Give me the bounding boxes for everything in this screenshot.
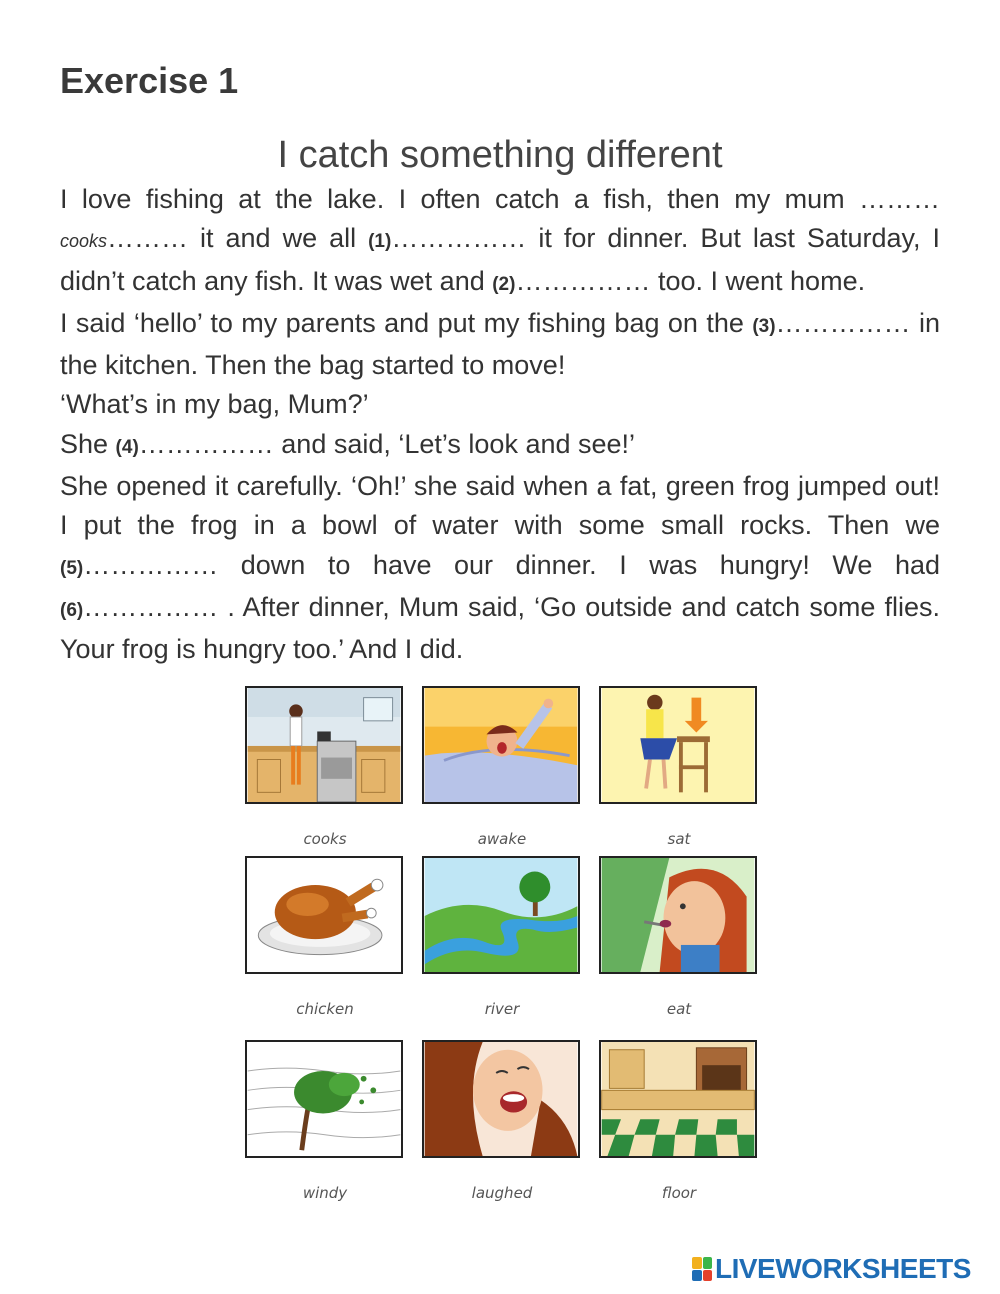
caption-floor: floor	[661, 1184, 697, 1202]
laughing-girl-picture	[422, 1040, 580, 1158]
roast-chicken-picture	[245, 856, 403, 974]
text: in the kitchen. Then the bag started to move!	[60, 307, 940, 381]
waking-boy-picture	[422, 686, 580, 804]
picture-card-windy	[245, 1040, 405, 1202]
answer-gap-3[interactable]: ……………	[775, 307, 911, 338]
caption-chicken: chicken	[296, 1000, 354, 1018]
gap-number-6: (6)	[60, 599, 84, 621]
story-paragraph-5	[60, 467, 940, 669]
story-paragraph-4	[60, 425, 940, 467]
answer-gap-5[interactable]: ……………	[83, 549, 219, 580]
caption-windy: windy	[302, 1184, 348, 1202]
caption-river: river	[484, 1000, 520, 1018]
liveworksheets-logo-icon	[692, 1257, 712, 1281]
text: it and we all	[188, 223, 369, 254]
text: She opened it carefully. ‘Oh!’ she said when a fat, green frog jumped out! I put the frog in a bowl of water with some small rocks. Then we	[60, 471, 940, 541]
caption-laughed: laughed	[471, 1184, 533, 1202]
story-paragraph-1	[60, 180, 940, 304]
text: and said, ‘Let’s look and see!’	[273, 428, 636, 459]
logo-text: LIVEWORKSHEETS	[715, 1253, 971, 1284]
cooking-woman-picture	[245, 686, 403, 804]
dots: ………	[107, 223, 189, 254]
answer-gap-6[interactable]: ……………	[83, 591, 219, 622]
text: . After dinner, Mum said, ‘Go outside and catch some flies. Your frog is hungry too.’ And I did.	[60, 591, 940, 665]
dots: ………	[859, 184, 940, 214]
picture-card-eat	[599, 856, 759, 1018]
kitchen-floor-picture	[599, 1040, 757, 1158]
answer-gap-4[interactable]: ……………	[138, 428, 274, 459]
story-paragraph-2	[60, 304, 940, 386]
exercise-heading: Exercise 1	[60, 60, 239, 101]
text: I love fishing at the lake. I often catch a fish, then my mum	[60, 184, 859, 214]
picture-card-chicken	[245, 856, 405, 1018]
picture-card-cooks	[245, 686, 405, 848]
caption-sat: sat	[667, 830, 691, 848]
story-text	[60, 180, 940, 670]
picture-grid	[245, 686, 757, 1216]
picture-card-awake	[422, 686, 582, 848]
picture-card-sat	[599, 686, 759, 848]
text: it for dinner. But last Saturday, I didn’t catch any fish. It was wet and	[60, 223, 940, 296]
text: too. I went home.	[650, 265, 866, 296]
caption-cooks: cooks	[303, 830, 347, 848]
sitting-woman-picture	[599, 686, 757, 804]
picture-card-river	[422, 856, 582, 1018]
text: She	[60, 428, 116, 459]
gap-number-1: (1)	[368, 231, 392, 253]
example-answer: cooks	[60, 231, 108, 252]
text: I said ‘hello’ to my parents and put my fishing bag on the	[60, 307, 753, 338]
liveworksheets-logo	[692, 1252, 971, 1286]
gap-number-5: (5)	[60, 557, 84, 579]
answer-gap-2[interactable]: ……………	[515, 265, 651, 296]
caption-eat: eat	[666, 1000, 692, 1018]
gap-number-4: (4)	[115, 436, 139, 458]
story-title: I catch something different	[277, 134, 723, 176]
gap-number-3: (3)	[752, 315, 776, 337]
story-paragraph-3: ‘What’s in my bag, Mum?’	[60, 389, 369, 420]
windy-tree-picture	[245, 1040, 403, 1158]
caption-awake: awake	[477, 830, 527, 848]
river-picture	[422, 856, 580, 974]
picture-card-floor	[599, 1040, 759, 1202]
text: down to have our dinner. I was hungry! We had	[218, 549, 940, 580]
picture-card-laughed	[422, 1040, 582, 1202]
answer-gap-1[interactable]: ……………	[391, 223, 527, 254]
eating-girl-picture	[599, 856, 757, 974]
gap-number-2: (2)	[492, 273, 516, 295]
